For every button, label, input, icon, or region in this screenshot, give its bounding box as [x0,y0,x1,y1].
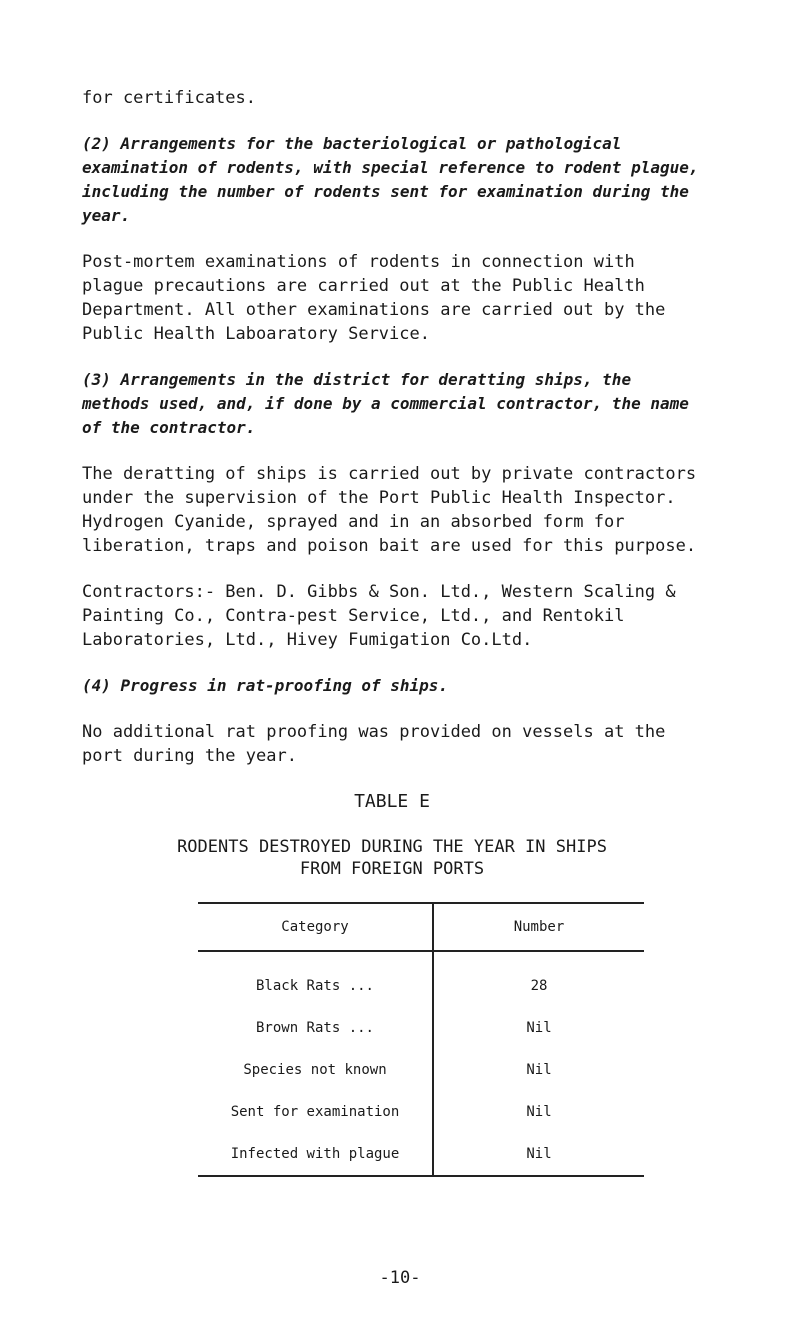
table-row [198,1049,644,1091]
contractors-list: Contractors:- Ben. D. Gibbs & Son. Ltd., Western Scaling & Painting Co., Contra-pest Service, Ltd., and Rentokil Laboratories, Ltd., Hivey Fumigation Co.Ltd. [82,582,676,650]
intro-text: for certificates. [82,88,256,108]
table-title: TABLE E [354,791,430,812]
row-number: Nil [526,1062,552,1078]
document-page [82,86,702,1177]
rodents-table [198,902,644,1177]
row-category: Black Rats ... [198,951,433,1007]
table-row [198,1091,644,1133]
row-category: Infected with plague [198,1133,433,1176]
section-4-heading: (4) Progress in rat-proofing of ships. [82,676,449,695]
row-number: Nil [526,1020,552,1036]
section-3-body: The deratting of ships is carried out by private contractors under the supervision of the Port Public Health Inspector. Hydrogen Cyanide, sprayed and in an absorbed form for liberation, traps and poison bait are used for this purpose. [82,464,697,556]
table-row [198,1133,644,1176]
page-number: -10- [379,1268,421,1288]
section-2-body: Post-mortem examinations of rodents in connection with plague precautions are carried out at the Public Health Department. All other examinations are carried out by the Public Health Laboaratory Service. [82,252,666,344]
table-subtitle-line-1: RODENTS DESTROYED DURING THE YEAR IN SHIPS [177,837,607,857]
table-row [198,951,644,1007]
row-number: Nil [433,1133,644,1176]
row-category: Brown Rats ... [198,1007,433,1049]
table-row [198,1007,644,1049]
row-number: 28 [530,978,548,994]
header-category: Category [198,903,433,951]
row-number: Nil [526,1104,552,1120]
row-category: Sent for examination [198,1091,433,1133]
header-number: Number [433,903,644,951]
table-subtitle [82,836,702,880]
table-header-row [198,903,644,951]
section-3-heading: (3) Arrangements in the district for deratting ships, the methods used, and, if done by a commercial contractor, the name of the contractor. [82,370,689,437]
row-category: Species not known [198,1049,433,1091]
table-subtitle-line-2: FROM FOREIGN PORTS [299,859,485,879]
section-4-body: No additional rat proofing was provided on vessels at the port during the year. [82,722,666,766]
section-2-heading: (2) Arrangements for the bacteriological or pathological examination of rodents, with special reference to rodent plague, including the number of rodents sent for examination during the year. [82,134,699,225]
